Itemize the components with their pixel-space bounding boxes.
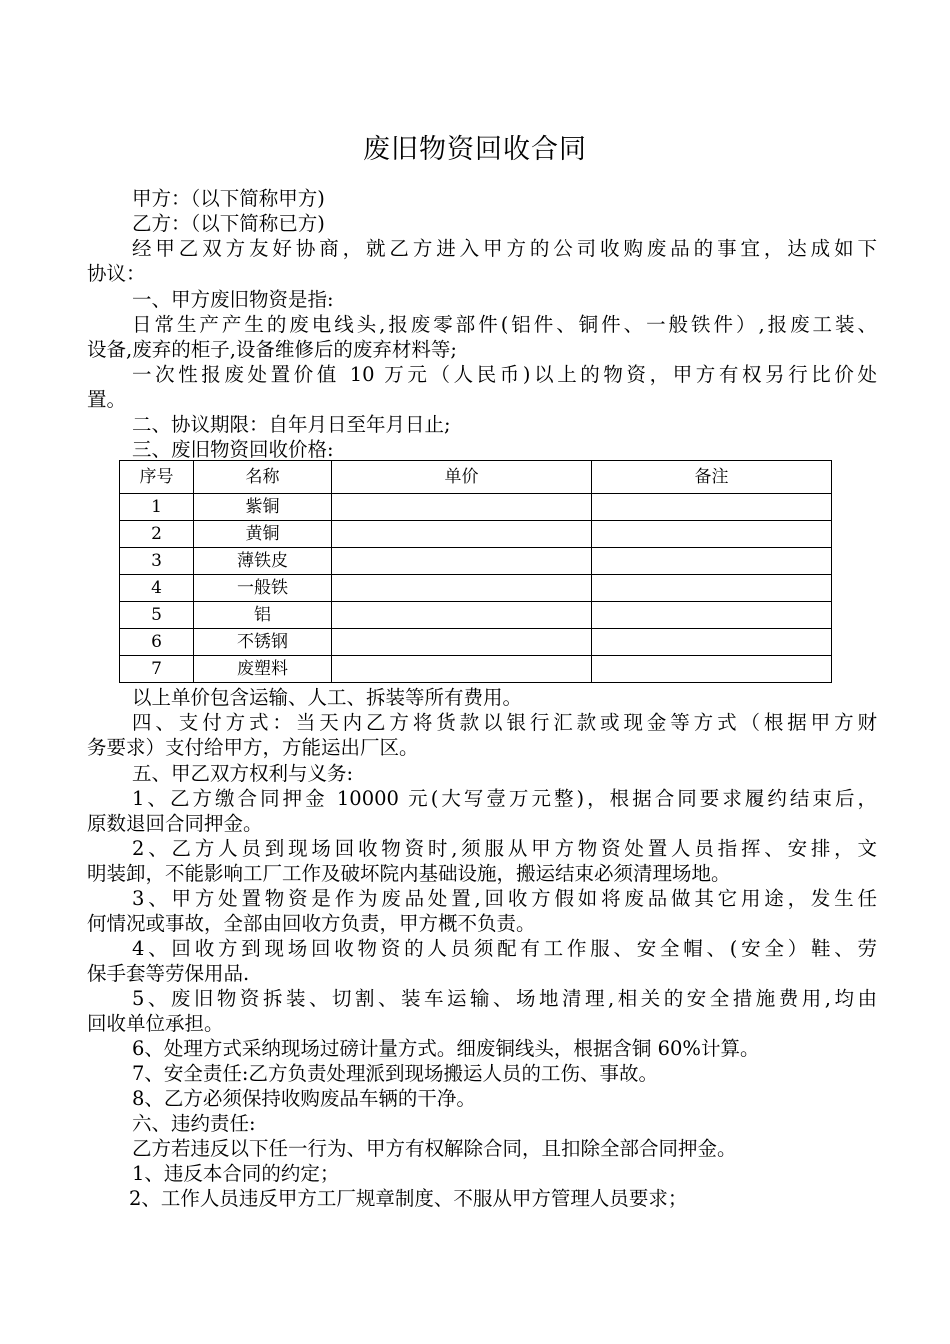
cell-price (332, 656, 592, 683)
section-5-item-5-line-1: 5、废旧物资拆装、切割、装车运输、场地清理,相关的安全措施费用,均由 (132, 987, 877, 1010)
cell-no: 5 (120, 602, 194, 629)
party-a-line: 甲方：（以下简称甲方) (132, 187, 325, 210)
section-5-item-1-line-2: 原数退回合同押金。 (87, 812, 263, 835)
cell-note (592, 602, 832, 629)
document-title: 废旧物资回收合同 (363, 134, 587, 165)
section-2-heading: 二、协议期限：自年月日至年月日止; (132, 413, 451, 436)
cell-note (592, 494, 832, 521)
cell-price (332, 548, 592, 575)
cell-name: 废塑料 (194, 656, 332, 683)
section-5-item-7: 7、安全责任:乙方负责处理派到现场搬运人员的工伤、事故。 (132, 1062, 658, 1085)
cell-note (592, 575, 832, 602)
cell-note (592, 521, 832, 548)
header-note: 备注 (592, 461, 832, 494)
section-4-line-2: 务要求）支付给甲方，方能运出厂区。 (87, 736, 419, 759)
cell-name: 一般铁 (194, 575, 332, 602)
section-6-item-1: 1、违反本合同的约定； (132, 1162, 340, 1185)
intro-line-2: 协议： (87, 262, 146, 285)
section-1-para-2-line-1: 一次性报废处置价值 10 万元（人民币)以上的物资，甲方有权另行比价处 (132, 363, 877, 386)
section-5-item-4-line-2: 保手套等劳保用品. (87, 962, 250, 985)
cell-price (332, 494, 592, 521)
intro-line-1: 经甲乙双方友好协商，就乙方进入甲方的公司收购废品的事宜，达成如下 (132, 237, 877, 260)
section-5-item-4-line-1: 4、回收方到现场回收物资的人员须配有工作服、安全帽、(安全）鞋、劳 (132, 937, 877, 960)
section-5-item-3-line-1: 3、甲方处置物资是作为废品处置,回收方假如将废品做其它用途，发生任 (132, 887, 877, 910)
section-5-item-2-line-1: 2、乙方人员到现场回收物资时,须服从甲方物资处置人员指挥、安排，文 (132, 837, 877, 860)
header-name: 名称 (194, 461, 332, 494)
section-6-para: 乙方若违反以下任一行为、甲方有权解除合同，且扣除全部合同押金。 (132, 1137, 737, 1160)
table-header-row (120, 461, 832, 494)
cell-name: 紫铜 (194, 494, 332, 521)
table-row (120, 602, 832, 629)
cell-name: 不锈钢 (194, 629, 332, 656)
cell-note (592, 629, 832, 656)
header-no: 序号 (120, 461, 194, 494)
price-table (119, 460, 832, 683)
cell-no: 6 (120, 629, 194, 656)
table-row (120, 548, 832, 575)
section-4-line-1: 四、支付方式：当天内乙方将货款以银行汇款或现金等方式（根据甲方财 (132, 711, 877, 734)
party-b-line: 乙方：（以下简称已方) (132, 212, 325, 235)
cell-no: 3 (120, 548, 194, 575)
cell-price (332, 521, 592, 548)
section-6-heading: 六、违约责任: (132, 1112, 256, 1135)
section-5-item-5-line-2: 回收单位承担。 (87, 1012, 224, 1035)
cell-name: 薄铁皮 (194, 548, 332, 575)
cell-note (592, 656, 832, 683)
cell-no: 7 (120, 656, 194, 683)
cell-price (332, 575, 592, 602)
cell-note (592, 548, 832, 575)
section-6-item-2: 2、工作人员违反甲方工厂规章制度、不服从甲方管理人员要求； (129, 1187, 688, 1210)
table-row (120, 575, 832, 602)
section-5-item-6: 6、处理方式采纳现场过磅计量方式。细废铜线头，根据含铜 60%计算。 (132, 1037, 760, 1060)
cell-no: 2 (120, 521, 194, 548)
section-1-para-2-line-2: 置。 (87, 388, 127, 411)
section-5-item-1-line-1: 1、乙方缴合同押金 10000 元(大写壹万元整)，根据合同要求履约结束后， (132, 787, 877, 810)
cell-price (332, 629, 592, 656)
table-row (120, 629, 832, 656)
table-row (120, 521, 832, 548)
section-1-para-1-line-1: 日常生产产生的废电线头,报废零部件(铝件、铜件、一般铁件）,报废工装、 (132, 313, 877, 336)
section-1-para-1-line-2: 设备,废弃的柜子,设备维修后的废弃材料等; (87, 338, 457, 361)
cell-no: 1 (120, 494, 194, 521)
section-5-item-3-line-2: 何情况或事故，全部由回收方负责，甲方概不负责。 (87, 912, 536, 935)
section-5-item-8: 8、乙方必须保持收购废品车辆的干净。 (132, 1087, 476, 1110)
cell-no: 4 (120, 575, 194, 602)
price-note: 以上单价包含运输、人工、拆装等所有费用。 (132, 686, 523, 709)
table-row (120, 656, 832, 683)
cell-name: 黄铜 (194, 521, 332, 548)
section-5-heading: 五、甲乙双方权利与义务: (132, 762, 354, 785)
header-price: 单价 (332, 461, 592, 494)
section-3-heading: 三、废旧物资回收价格: (132, 438, 334, 461)
cell-name: 铝 (194, 602, 332, 629)
section-5-item-2-line-2: 明装卸，不能影响工厂工作及破坏院内基础设施，搬运结束必须清理场地。 (87, 862, 731, 885)
table-row (120, 494, 832, 521)
cell-price (332, 602, 592, 629)
section-1-heading: 一、甲方废旧物资是指: (132, 288, 334, 311)
